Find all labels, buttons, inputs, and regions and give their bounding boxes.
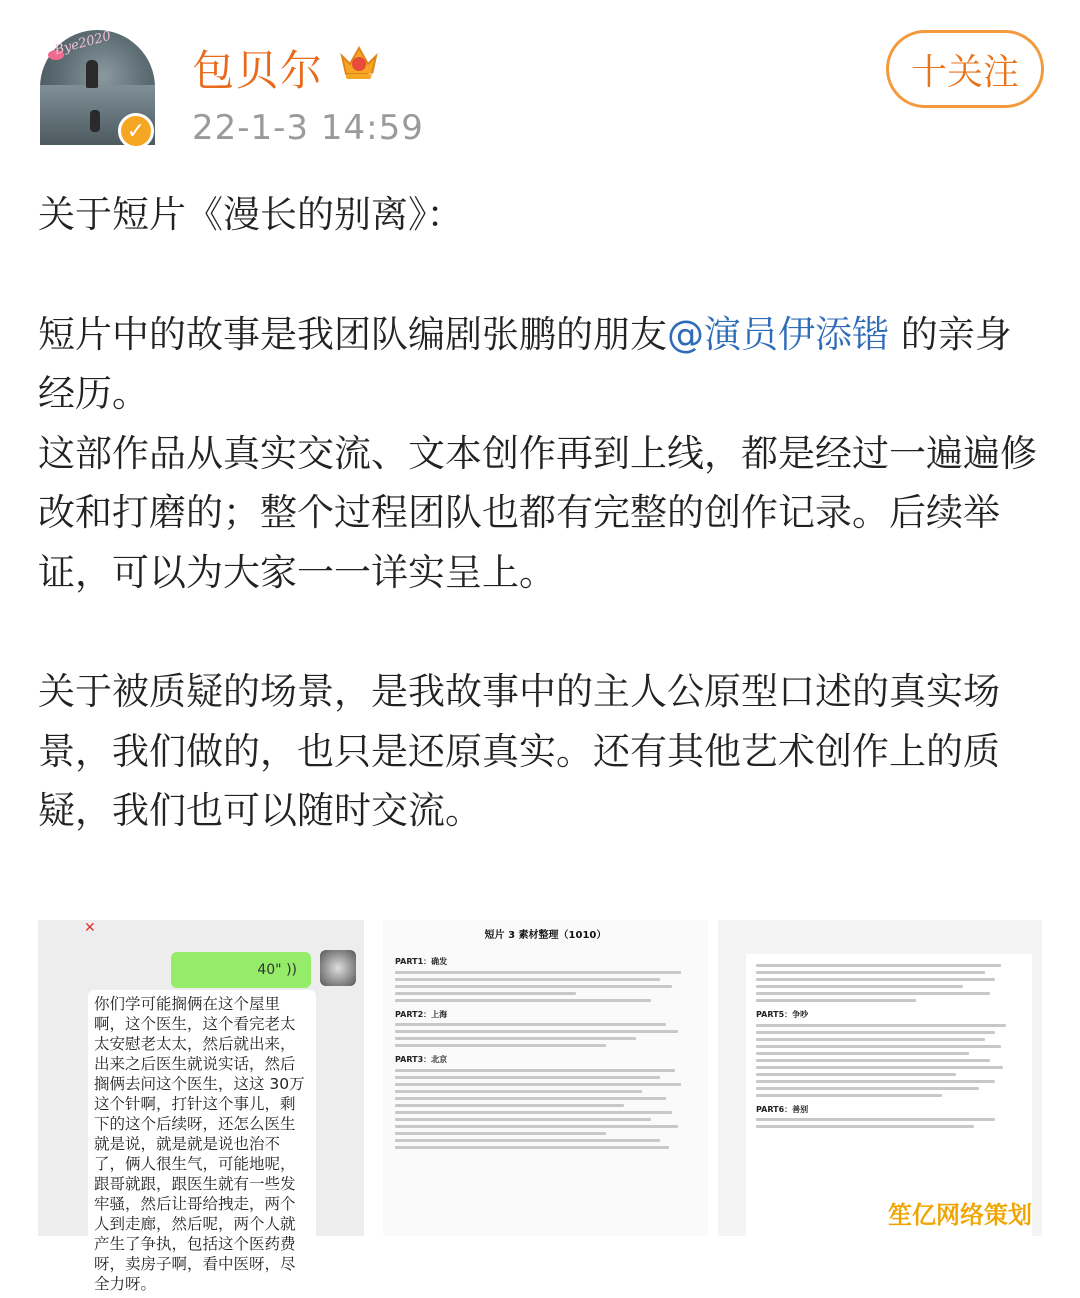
voice-icon: ))	[281, 962, 297, 978]
voice-message-bubble	[171, 952, 311, 988]
voice-duration: 40"	[257, 962, 282, 978]
crown-icon	[338, 42, 380, 82]
chat-avatar	[320, 950, 356, 986]
chat-message-bubble: 你们学可能搁俩在这个屋里啊，这个医生，这个看完老太太安慰老太太，然后就出来，出来之后医生就说实话，然后搁俩去问这个医生，这这 30万这个针啊，打针这个事儿，剩下的这个后续呀，还怎么医生就是说，就是就是说也治不了，俩人很生气，可能地呢，跟哥就跟，跟医生就有一些发牢骚，然后让哥给拽走，两个人到走廊，然后呢，两个人就产生了争执，包括这个医药费呀，卖房子啊，看中医呀，尽全力呀。	[88, 990, 316, 1298]
image-thumbnail-document[interactable]	[718, 920, 1042, 1236]
doc-page	[746, 954, 1032, 1236]
post-text: 短片中的故事是我团队编剧张鹏的朋友	[38, 312, 667, 356]
doc-section-heading: PART3：北京	[395, 1055, 448, 1064]
avatar-figure	[86, 60, 98, 88]
svg-text:7: 7	[368, 73, 374, 83]
doc-body	[383, 941, 708, 1161]
post-paragraph: 这部作品从真实交流、文本创作再到上线，都是经过一遍遍修改和打磨的；整个过程团队也都有完整的创作记录。后续举证，可以为大家一一详实呈上。	[38, 431, 1037, 594]
mention-link[interactable]: @演员伊添锴	[667, 312, 889, 356]
post-paragraph	[38, 305, 1038, 424]
post-text: 的亲身经历。	[38, 312, 1012, 415]
post-content	[38, 185, 1038, 841]
doc-section-heading: PART1：确发	[395, 957, 448, 966]
doc-section-heading: PART6：善别	[756, 1104, 809, 1114]
watermark: 笙亿网络策划	[888, 1201, 1032, 1229]
avatar-stamp: Bye2020	[53, 28, 113, 59]
timestamp: 22-1-3 14:59	[192, 108, 424, 148]
doc-section-heading: PART5：争吵	[756, 1010, 809, 1019]
image-grid	[38, 920, 1042, 1293]
doc-title: 短片 3 素材整理（1010）	[484, 930, 607, 941]
avatar-figure	[90, 110, 100, 132]
doc-section-heading: PART2：上海	[395, 1009, 448, 1019]
post-paragraph: 关于被质疑的场景，是我故事中的主人公原型口述的真实场景，我们做的，也只是还原真实。还有其他艺术创作上的质疑，我们也可以随时交流。	[38, 670, 1000, 832]
post-title-line: 关于短片《漫长的别离》：	[38, 193, 464, 236]
image-thumbnail-document[interactable]	[383, 920, 708, 1236]
image-thumbnail-chat[interactable]	[38, 920, 364, 1293]
verified-icon: ✓	[118, 113, 154, 149]
follow-button[interactable]: 十关注	[886, 30, 1044, 108]
chat-mark-icon: ✕	[84, 920, 96, 936]
username[interactable]: 包贝尔	[192, 46, 325, 95]
